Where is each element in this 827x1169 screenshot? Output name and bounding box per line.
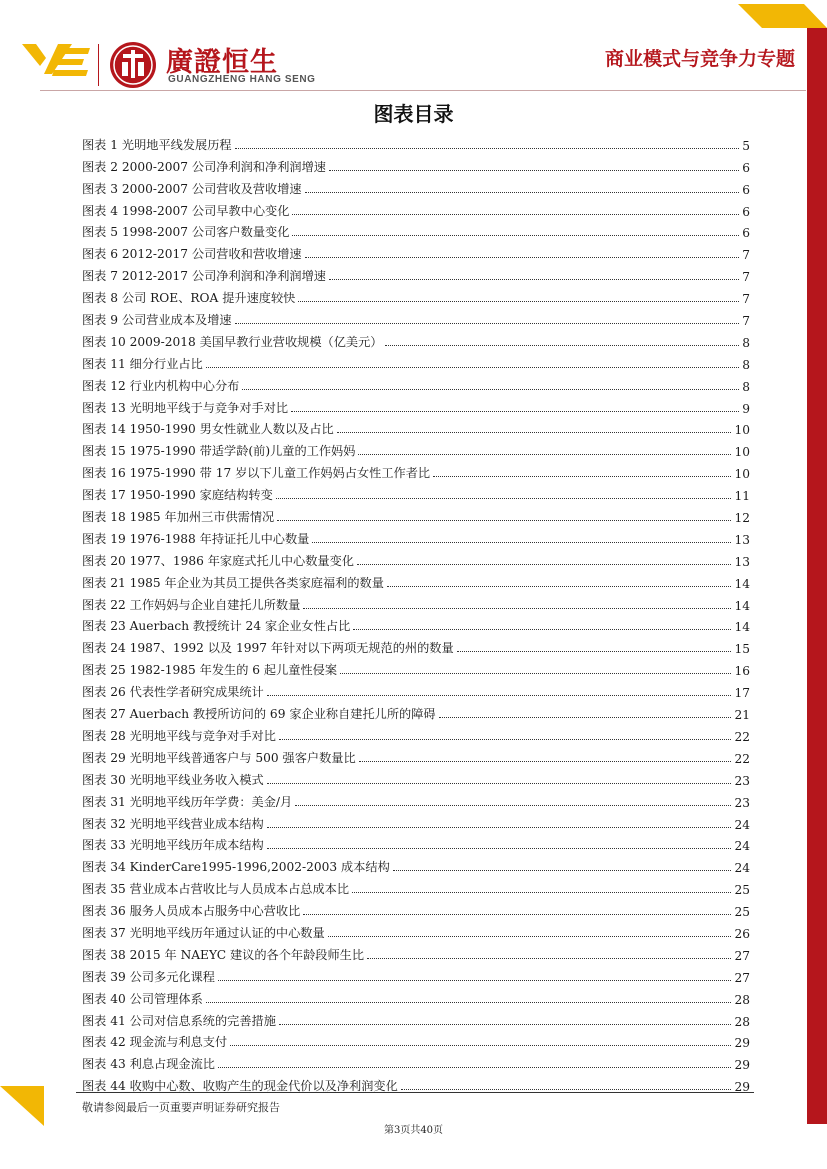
toc-entry[interactable] xyxy=(82,262,750,284)
toc-leader-dots xyxy=(277,520,731,521)
toc-entry-page: 8 xyxy=(742,379,750,394)
toc-entry[interactable] xyxy=(82,197,750,219)
toc-entry-page: 6 xyxy=(742,204,750,219)
toc-entry-page: 22 xyxy=(734,729,750,744)
toc-entry[interactable] xyxy=(82,722,750,744)
toc-list xyxy=(82,131,750,1094)
footer-divider xyxy=(76,1092,754,1093)
toc-leader-dots xyxy=(401,1089,732,1090)
toc-entry[interactable] xyxy=(82,656,750,678)
toc-entry-label: 图表 22 工作妈妈与企业自建托儿所数量 xyxy=(82,597,301,612)
toc-entry[interactable] xyxy=(82,744,750,766)
toc-entry-page: 13 xyxy=(734,554,750,569)
toc-entry-page: 7 xyxy=(742,314,750,329)
toc-entry-label: 图表 19 1976-1988 年持证托儿中心数量 xyxy=(82,531,310,546)
toc-entry[interactable] xyxy=(82,853,750,875)
toc-leader-dots xyxy=(218,980,732,981)
toc-entry-label: 图表 34 KinderCare1995-1996,2002-2003 成本结构 xyxy=(82,860,390,875)
toc-leader-dots xyxy=(357,564,732,565)
toc-entry-label: 图表 18 1985 年加州三市供需情况 xyxy=(82,510,275,525)
toc-leader-dots xyxy=(303,914,731,915)
toc-leader-dots xyxy=(305,192,740,193)
toc-entry-label: 图表 42 现金流与利息支付 xyxy=(82,1035,228,1050)
toc-entry-page: 8 xyxy=(742,335,750,350)
side-accent-bar xyxy=(807,28,827,1124)
toc-entry-page: 9 xyxy=(742,401,750,416)
toc-leader-dots xyxy=(328,936,732,937)
toc-entry-label: 图表 5 1998-2007 公司客户数量变化 xyxy=(82,225,290,240)
toc-entry[interactable] xyxy=(82,481,750,503)
toc-entry-page: 25 xyxy=(734,883,750,898)
toc-leader-dots xyxy=(279,739,732,740)
header-divider xyxy=(40,90,806,91)
toc-entry[interactable] xyxy=(82,591,750,613)
toc-entry-label: 图表 39 公司多元化课程 xyxy=(82,969,215,984)
toc-entry[interactable] xyxy=(82,503,750,525)
toc-entry-page: 21 xyxy=(734,708,750,723)
toc-entry-label: 图表 7 2012-2017 公司净利润和净利润增速 xyxy=(82,269,326,284)
toc-entry-page: 10 xyxy=(734,445,750,460)
toc-entry[interactable] xyxy=(82,832,750,854)
ye-logo-icon xyxy=(22,44,90,80)
toc-entry-page: 23 xyxy=(734,795,750,810)
toc-entry[interactable] xyxy=(82,437,750,459)
seal-logo-icon xyxy=(108,40,158,90)
toc-entry[interactable] xyxy=(82,810,750,832)
toc-entry-label: 图表 30 光明地平线业务收入模式 xyxy=(82,772,264,787)
toc-entry-page: 24 xyxy=(734,861,750,876)
toc-leader-dots xyxy=(305,257,740,258)
brand-name: 廣證恒生 xyxy=(166,47,278,78)
toc-entry-page: 25 xyxy=(734,905,750,920)
toc-entry-label: 图表 17 1950-1990 家庭结构转变 xyxy=(82,488,273,503)
toc-leader-dots xyxy=(439,717,732,718)
toc-entry-page: 22 xyxy=(734,751,750,766)
toc-entry-page: 6 xyxy=(742,182,750,197)
toc-entry-label: 图表 6 2012-2017 公司营收和营收增速 xyxy=(82,247,302,262)
toc-entry[interactable] xyxy=(82,284,750,306)
toc-entry[interactable] xyxy=(82,394,750,416)
toc-leader-dots xyxy=(276,498,732,499)
toc-entry-label: 图表 36 服务人员成本占服务中心营收比 xyxy=(82,904,301,919)
toc-entry-label: 图表 43 利息占现金流比 xyxy=(82,1057,215,1072)
toc-entry-label: 图表 28 光明地平线与竞争对手对比 xyxy=(82,728,276,743)
toc-entry[interactable] xyxy=(82,175,750,197)
toc-entry-label: 图表 33 光明地平线历年成本结构 xyxy=(82,838,264,853)
toc-entry-page: 6 xyxy=(742,160,750,175)
toc-entry-page: 24 xyxy=(734,839,750,854)
brand-name-english: GUANGZHENG HANG SENG xyxy=(168,74,316,85)
toc-entry-page: 7 xyxy=(742,248,750,263)
corner-decoration-bottom xyxy=(0,1086,44,1126)
toc-entry-label: 图表 31 光明地平线历年学费：美金/月 xyxy=(82,794,293,809)
toc-leader-dots xyxy=(235,148,740,149)
toc-entry-label: 图表 25 1982-1985 年发生的 6 起儿童性侵案 xyxy=(82,663,338,678)
toc-leader-dots xyxy=(303,608,731,609)
toc-leader-dots xyxy=(291,411,739,412)
toc-entry-label: 图表 10 2009-2018 美国早教行业营收规模（亿美元） xyxy=(82,334,383,349)
toc-entry-label: 图表 32 光明地平线营业成本结构 xyxy=(82,816,264,831)
toc-leader-dots xyxy=(387,586,732,587)
toc-entry-label: 图表 1 光明地平线发展历程 xyxy=(82,137,232,152)
toc-entry-label: 图表 29 光明地平线普通客户与 500 强客户数量比 xyxy=(82,750,356,765)
toc-entry-label: 图表 11 细分行业占比 xyxy=(82,356,203,371)
toc-entry[interactable] xyxy=(82,766,750,788)
toc-entry-label: 图表 24 1987、1992 以及 1997 年针对以下两项无规范的州的数量 xyxy=(82,641,454,656)
toc-entry-page: 16 xyxy=(734,664,750,679)
toc-entry-label: 图表 21 1985 年企业为其员工提供各类家庭福利的数量 xyxy=(82,575,384,590)
toc-leader-dots xyxy=(393,870,732,871)
toc-entry-page: 27 xyxy=(734,948,750,963)
toc-entry[interactable] xyxy=(82,306,750,328)
toc-leader-dots xyxy=(340,673,731,674)
toc-entry[interactable] xyxy=(82,328,750,350)
toc-entry-page: 7 xyxy=(742,292,750,307)
toc-leader-dots xyxy=(292,235,739,236)
toc-entry-page: 23 xyxy=(734,773,750,788)
toc-entry[interactable] xyxy=(82,416,750,438)
toc-leader-dots xyxy=(337,432,732,433)
toc-entry-label: 图表 20 1977、1986 年家庭式托儿中心数量变化 xyxy=(82,553,354,568)
toc-entry-page: 14 xyxy=(734,576,750,591)
toc-entry-page: 27 xyxy=(734,970,750,985)
toc-entry-label: 图表 23 Auerbach 教授统计 24 家企业女性占比 xyxy=(82,619,351,634)
toc-entry-page: 29 xyxy=(734,1080,750,1095)
footer-disclaimer: 敬请参阅最后一页重要声明证券研究报告 xyxy=(82,1101,280,1114)
toc-entry[interactable] xyxy=(82,1072,750,1094)
logo-separator xyxy=(98,44,99,86)
toc-entry-page: 15 xyxy=(734,642,750,657)
toc-leader-dots xyxy=(312,542,731,543)
toc-entry[interactable] xyxy=(82,985,750,1007)
toc-leader-dots xyxy=(329,279,739,280)
toc-entry[interactable] xyxy=(82,919,750,941)
toc-entry-label: 图表 16 1975-1990 带 17 岁以下儿童工作妈妈占女性工作者比 xyxy=(82,466,431,481)
toc-entry-label: 图表 12 行业内机构中心分布 xyxy=(82,378,240,393)
toc-leader-dots xyxy=(353,629,731,630)
toc-leader-dots xyxy=(267,695,732,696)
toc-entry-page: 28 xyxy=(734,992,750,1007)
toc-leader-dots xyxy=(267,848,732,849)
toc-entry-label: 图表 26 代表性学者研究成果统计 xyxy=(82,685,264,700)
toc-entry-page: 6 xyxy=(742,226,750,241)
toc-entry[interactable] xyxy=(82,372,750,394)
toc-entry-label: 图表 8 公司 ROE、ROA 提升速度较快 xyxy=(82,291,296,306)
toc-leader-dots xyxy=(292,214,739,215)
toc-entry-page: 29 xyxy=(734,1058,750,1073)
toc-entry-label: 图表 14 1950-1990 男女性就业人数以及占比 xyxy=(82,422,334,437)
toc-entry[interactable] xyxy=(82,678,750,700)
toc-entry-label: 图表 2 2000-2007 公司净利润和净利润增速 xyxy=(82,159,326,174)
toc-leader-dots xyxy=(359,761,732,762)
toc-leader-dots xyxy=(385,345,739,346)
toc-entry[interactable] xyxy=(82,219,750,241)
toc-entry-page: 8 xyxy=(742,357,750,372)
toc-leader-dots xyxy=(295,805,731,806)
toc-leader-dots xyxy=(230,1045,731,1046)
toc-entry-page: 26 xyxy=(734,926,750,941)
toc-leader-dots xyxy=(329,170,739,171)
toc-leader-dots xyxy=(433,476,731,477)
toc-entry[interactable] xyxy=(82,131,750,153)
toc-entry[interactable] xyxy=(82,350,750,372)
toc-entry-label: 图表 37 光明地平线历年通过认证的中心数量 xyxy=(82,925,325,940)
toc-entry[interactable] xyxy=(82,547,750,569)
toc-leader-dots xyxy=(206,367,739,368)
toc-entry-page: 12 xyxy=(734,511,750,526)
toc-leader-dots xyxy=(235,323,740,324)
toc-entry-label: 图表 13 光明地平线于与竞争对手对比 xyxy=(82,400,289,415)
toc-leader-dots xyxy=(267,827,732,828)
toc-entry-page: 24 xyxy=(734,817,750,832)
toc-entry-page: 7 xyxy=(742,270,750,285)
toc-entry[interactable] xyxy=(82,963,750,985)
toc-entry[interactable] xyxy=(82,700,750,722)
toc-entry-page: 28 xyxy=(734,1014,750,1029)
toc-entry-label: 图表 4 1998-2007 公司早教中心变化 xyxy=(82,203,290,218)
toc-entry-label: 图表 44 收购中心数、收购产生的现金代价以及净利润变化 xyxy=(82,1079,398,1094)
toc-entry-label: 图表 40 公司管理体系 xyxy=(82,991,203,1006)
toc-entry-page: 14 xyxy=(734,620,750,635)
toc-entry-label: 图表 15 1975-1990 带适学龄(前)儿童的工作妈妈 xyxy=(82,444,356,459)
toc-entry-page: 10 xyxy=(734,423,750,438)
toc-leader-dots xyxy=(367,958,731,959)
toc-title: 图表目录 xyxy=(373,102,454,126)
toc-entry-label: 图表 3 2000-2007 公司营收及营收增速 xyxy=(82,181,302,196)
toc-entry-page: 5 xyxy=(742,138,750,153)
toc-entry[interactable] xyxy=(82,525,750,547)
toc-entry-page: 17 xyxy=(734,686,750,701)
toc-entry[interactable] xyxy=(82,459,750,481)
toc-leader-dots xyxy=(242,389,739,390)
toc-entry-page: 10 xyxy=(734,467,750,482)
toc-entry-label: 图表 9 公司营业成本及增速 xyxy=(82,313,232,328)
toc-leader-dots xyxy=(352,892,731,893)
toc-leader-dots xyxy=(358,454,731,455)
toc-entry[interactable] xyxy=(82,1007,750,1029)
toc-entry[interactable] xyxy=(82,569,750,591)
toc-entry-page: 29 xyxy=(734,1036,750,1051)
toc-entry[interactable] xyxy=(82,634,750,656)
toc-leader-dots xyxy=(298,301,739,302)
report-topic: 商业模式与竞争力专题 xyxy=(604,48,795,70)
toc-leader-dots xyxy=(206,1002,732,1003)
toc-entry-page: 13 xyxy=(734,532,750,547)
toc-entry[interactable] xyxy=(82,153,750,175)
toc-entry-label: 图表 41 公司对信息系统的完善措施 xyxy=(82,1013,276,1028)
page-number: 第3页共40页 xyxy=(383,1125,444,1136)
toc-entry[interactable] xyxy=(82,788,750,810)
toc-entry[interactable] xyxy=(82,875,750,897)
toc-entry-page: 11 xyxy=(734,489,750,504)
toc-entry[interactable] xyxy=(82,1050,750,1072)
toc-entry-label: 图表 27 Auerbach 教授所访问的 69 家企业称自建托儿所的障碍 xyxy=(82,707,436,722)
toc-entry[interactable] xyxy=(82,1029,750,1051)
toc-leader-dots xyxy=(267,783,732,784)
toc-entry-page: 14 xyxy=(734,598,750,613)
toc-entry-label: 图表 38 2015 年 NAEYC 建议的各个年龄段师生比 xyxy=(82,947,365,962)
toc-entry[interactable] xyxy=(82,613,750,635)
corner-decoration-top xyxy=(738,0,827,28)
toc-entry-label: 图表 35 营业成本占营收比与人员成本占总成本比 xyxy=(82,882,350,897)
toc-entry[interactable] xyxy=(82,941,750,963)
toc-entry[interactable] xyxy=(82,897,750,919)
toc-leader-dots xyxy=(457,651,732,652)
toc-leader-dots xyxy=(279,1024,732,1025)
toc-entry[interactable] xyxy=(82,240,750,262)
toc-leader-dots xyxy=(218,1067,732,1068)
